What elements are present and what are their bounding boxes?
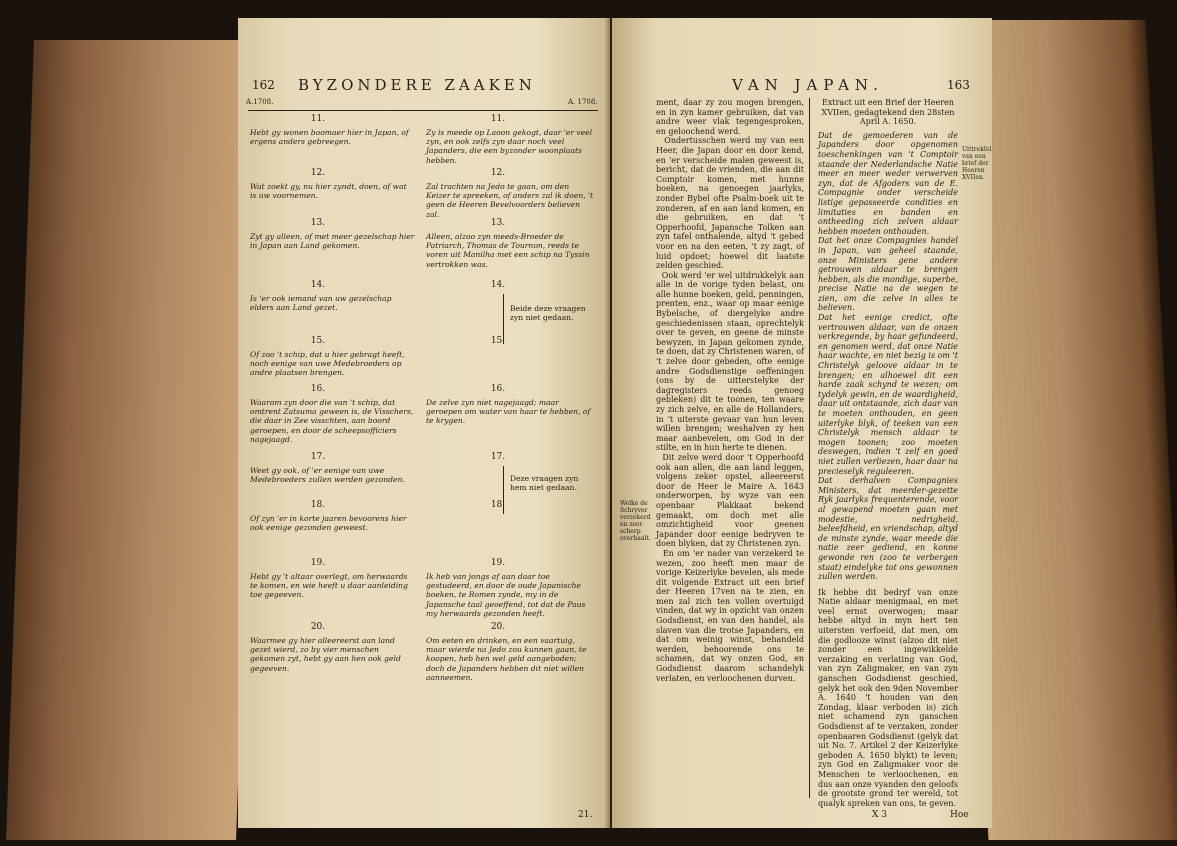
head-rule bbox=[248, 110, 598, 111]
answer-17-18: Deze vraagen zyn hem niet gedaan. bbox=[510, 474, 579, 493]
question-text: Hebt gy wonen boomaer hier in Japan, of ergens anders gebreegen. bbox=[250, 128, 409, 147]
left-page-edges bbox=[6, 40, 264, 840]
question-text: Waarmee gy hier alleereerst aan land gezet wierd, zo by vier menschen gekomen zyt, hebt gy aan hen ook geld gegeeven. bbox=[250, 636, 401, 673]
catchword-right: Hoe bbox=[950, 810, 969, 820]
page-number-right: 163 bbox=[947, 78, 970, 92]
answer-text: Alleen, alzoo zyn meeds-Broeder de Patriarch, Thomas de Tournon, reeds te voren uit Manilha met een schip na Tyssin vertrokken was. bbox=[426, 232, 590, 269]
right-page bbox=[612, 18, 992, 828]
entry-number-a: 16. bbox=[310, 384, 326, 394]
brace-14-15 bbox=[503, 294, 504, 344]
question-text: Wat zoekt gy, nu hier zyndt, doen, of wat is uw voornemen. bbox=[250, 182, 407, 201]
col1-para2: Ook werd 'er wel uitdrukkelyk aan alle in de vorige tyden belast, om alle hunne boeken, geld, penningen, prenten, enz., waar op maar eenige Bybelsche, of diergelyke andre geschiedenissen staan, oprechtelyk over te geven, en geene de minste bewyzen, in Japan gekomen zynde, te doen, dat zy Christenen waren, of 't zelve door gebeden, ofte eenige andre Godsdienstige oeffeningen (ons by de uitterstelyke der dagregisters reeds genoeg gebleken) dit te toonen, ten waare zy zich zelve, en alle de Hollanders, in 't uiterste gevaar van hun leven willen brengen; weshalven zy hen maar aanbevelen, om God in der stilte, en in hun herte te dienen. bbox=[656, 270, 804, 453]
column-rule bbox=[809, 98, 810, 798]
answer-text: Om eeten en drinken, en een vaartuig, maar wierde na Jedo zou kunnen gaan, te koopen, heb hen wel geld aangeboden; doch de Japanders hebben dit niet willen aanneemen. bbox=[426, 636, 587, 682]
author-comment: Ik hebbe dit bedryf van onze Natie aldaar menigmaal, en met veel ernst overwogen; maar hebbe altyd in myn hert ten uitersten verfoeid, dat men, om die godlooze winst (alzoo dit niet zonder een ingewikkelde verzaking en verlating van God, van zyn Zaligmaker, en van zyn ganschen Godsdienst geschied, gelyk het ook den 9den November A. 1640 't houden van den Zondag, klaar verboden is) zich niet schamend zyn ganschen Godsdienst af te verzaken, zonder openbaaren Godsdienst (gelyk dat uit No. 7. Artikel 2 der Keizerlyke geboden A. 1650 blykt) te leven; zyn God en Zaligmaker voor de Menschen te verloochenen, en dus aan onze vyanden den geloofs de grootste grond ter wereld, tot qualyk spreken van ons, te geven. bbox=[818, 587, 958, 808]
question-text: Weet gy ook, of 'er eenige van uwe Medebroeders zullen werden gezonden. bbox=[250, 466, 405, 485]
entry-number-b: 15. bbox=[490, 336, 506, 346]
question-text: Is 'er ook iemand van uw gezelschap elders aan Land gezet. bbox=[250, 294, 392, 313]
extract-para-2: Dat het onze Compagnies handel in Japan, van geheel staande, onze Ministers gene andere getrouwen aldaar te brengen hebben, als die mondige, superbe, precise Natie na de wegen te zien, om die zelve in alles te believen. bbox=[818, 236, 958, 313]
entry-number-a: 11. bbox=[310, 114, 326, 124]
col1-para4: En om 'er nader van verzekerd te wezen, zoo heeft men maar de vorige Keizerlyke bevelen, als mede dit volgende Extract uit een brief der Heeren 17ven na te zien, en men zal zich ten vollen overtuigd vinden, dat wy in opzicht van onzen Godsdienst, en van den handel, als slaven van die trotse Japanders, en dat om weinig winst, behandeld werden, behoorende ons te schamen, dat wy onzen God, en Godsdienst daarom schandelyk verlaten, en verloochenen durven. bbox=[656, 548, 804, 683]
question-text: Of zoo 't schip, dat u hier gebragt heeft, noch eenige van uwe Medebroeders op andre plaatsen brengen. bbox=[250, 350, 405, 378]
brace-17-18 bbox=[503, 466, 504, 514]
extract-para-3: Dat het eenige credict, ofte vertrouwen aldaar, van de onzen verkregende, by haar gefundeerd, en genomen werd, dat onze Natie haar wachte, en niet bezig is om 't Christelyk geloove aldaar in te brengen; en alhoewel dit een harde zaak schynd te wezen; om tydelyk gewin, en de waardigheid, daar uit ontstaande, zich daar van te moeten onthouden, en geen uiterlyke blyk, of teeken van een Christelyk mensch aldaar te mogen toonen; zoo moeten deswegen, indien 't zelf en goed niet zullen verliezen, haar daar na precieselyk reguleeren. bbox=[818, 313, 958, 476]
col1-top: ment, daar zy zou mogen brengen, en in zyn kamer gebruiken, dat van andre weer vlak tegengesproken, en geloochend werd. bbox=[656, 98, 804, 136]
col1-para3: Dit zelve werd door 't Opperhoofd ook aan allen, die aan land leggen, volgens zeker opstel, alleereerst door de Heer le Maire A. 1643 onderworpen, by wyze van een openbaar Plakkaat bekend gemaakt, om doch met alle omzichtigheid voor geenen Japander door eenige bedryven te doen blyken, dat zy Christenen zyn. bbox=[656, 452, 804, 549]
year-right: A. 1708. bbox=[568, 98, 598, 106]
entry-number-a: 18. bbox=[310, 500, 326, 510]
question-text: Waarom zyn door die van 't schip, dat omtrent Zatsuma geween is, de Visschers, die daar in Zee visschten, aan boord geroepen, en door de scheepsofficiers nagejaagd. bbox=[250, 398, 414, 444]
question-text: Of zyn 'er in korte jaaren bevoorens hier ook eenige gezonden geweest. bbox=[250, 514, 407, 533]
entry-number-b: 11. bbox=[490, 114, 506, 124]
extract-heading: Extract uit een Brief der Heeren XVIIen, gedagtekend den 28sten April A. 1650. bbox=[821, 98, 955, 127]
entry-number-b: 12. bbox=[490, 168, 506, 178]
left-page bbox=[238, 18, 610, 828]
answer-14-15: Beide deze vraagen zyn niet gedaan. bbox=[510, 304, 586, 323]
answer-text: Zy is meede op Laoon gekogt, daar 'er veel zyn, en ook zelfs zyn daar noch veel Japanders, die een byzonder woonplaats hebben. bbox=[426, 128, 593, 165]
margin-note-right: Uittrekſel van een brief der Heeren XVIIen. bbox=[962, 146, 992, 181]
entry-number-b: 18. bbox=[490, 500, 506, 510]
entry-number-a: 19. bbox=[310, 558, 326, 568]
page-number-left: 162 bbox=[252, 78, 275, 92]
answer-text: Ik heb van jongs af aan daar toe gestudeerd, en door de oude Japanische boeken, te Romen zynde, my in de Japansche taal geoeffend, tot dat de Paus my herwaards gezonden heeft. bbox=[426, 572, 586, 618]
question-text: Hebt gy 't altaar overlegt, om herwaards te komen, en wie heeft u daar aanleiding toe gegeeven. bbox=[250, 572, 408, 600]
right-column-1 bbox=[656, 98, 804, 683]
entry-number-b: 14. bbox=[490, 280, 506, 290]
year-left: A.1708. bbox=[246, 98, 274, 106]
entry-number-b: 19. bbox=[490, 558, 506, 568]
running-head-left: BYZONDERE ZAAKEN bbox=[298, 76, 536, 94]
entry-number-a: 14. bbox=[310, 280, 326, 290]
entry-number-a: 17. bbox=[310, 452, 326, 462]
entry-number-a: 12. bbox=[310, 168, 326, 178]
entry-number-b: 17. bbox=[490, 452, 506, 462]
col1-para1: Ondertusschen werd my van een Heer, die Japan door en door kend, en 'er verscheide malen geweest is, bericht, dat de vrienden, die aan dit Comptoir komen, met hunne boeken, na genoegen jaarlyks, zonder Bybel ofte Psalm-boek uit te zonderen, af en aan land komen, en die gebruiken, en dat 't Opperhoofd, Japansche Tolken aan zyn tafel onthalende, altyd 't gebed voor en na den eeten, 't zy zagt, of luid opdoet; hoewel dit laatste zelden geschied. bbox=[656, 136, 805, 271]
entry-number-a: 15. bbox=[310, 336, 326, 346]
extract-para-4: Dat derhalven Compagnies Ministers, dat meerder-gezette Ryk jaarlyks frequenterende, voor al gewapend moeten gaan met modestie, nedrigheid, beleefdheid, en vriendschap, altyd de minste zynde, waar meede die natie zeer gediend, en konne gewonde ren (zoo te verbergen staat) eindelyke tot ons gewonnen zullen werden. bbox=[818, 476, 958, 582]
entry-number-a: 20. bbox=[310, 622, 326, 632]
entry-number-b: 20. bbox=[490, 622, 506, 632]
margin-note-left: Welke de Schryver verzekerd en zeer scherp overhaalt. bbox=[620, 500, 651, 542]
entry-number-b: 16. bbox=[490, 384, 506, 394]
right-column-2 bbox=[818, 98, 958, 808]
question-text: Zyt gy alleen, of met meer gezelschap hier in Japan aan Land gekomen. bbox=[250, 232, 415, 251]
signature-mark: X 3 bbox=[872, 810, 887, 820]
answer-text: Zal trachten na Jedo te gaan, om den Keizer te spreeken, of anders zal ik doen, 't geen de Heeren Bevelvoorders believen zal. bbox=[426, 182, 594, 219]
entry-number-a: 13. bbox=[310, 218, 326, 228]
running-head-right: VAN JAPAN. bbox=[732, 76, 884, 94]
extract-para-1: Dat de gemoederen van de Japanders door opgenomen toeschenkingen van 't Comptoir staande der Nederlandsche Natie meer en meer weder verwerven zyn, dat de Afgoders van de E. Compagnie onder verscheide listige gepasseerde condities en limitaties en banden en ontheeding zich zelven aldaar hebben moeten onthouden. bbox=[818, 130, 958, 236]
catchword-left: 21. bbox=[578, 810, 593, 820]
entry-number-b: 13. bbox=[490, 218, 506, 228]
answer-text: De zelve zyn niet nagejaagd; maar geroepen om water van haar te hebben, of te krygen. bbox=[426, 398, 591, 426]
